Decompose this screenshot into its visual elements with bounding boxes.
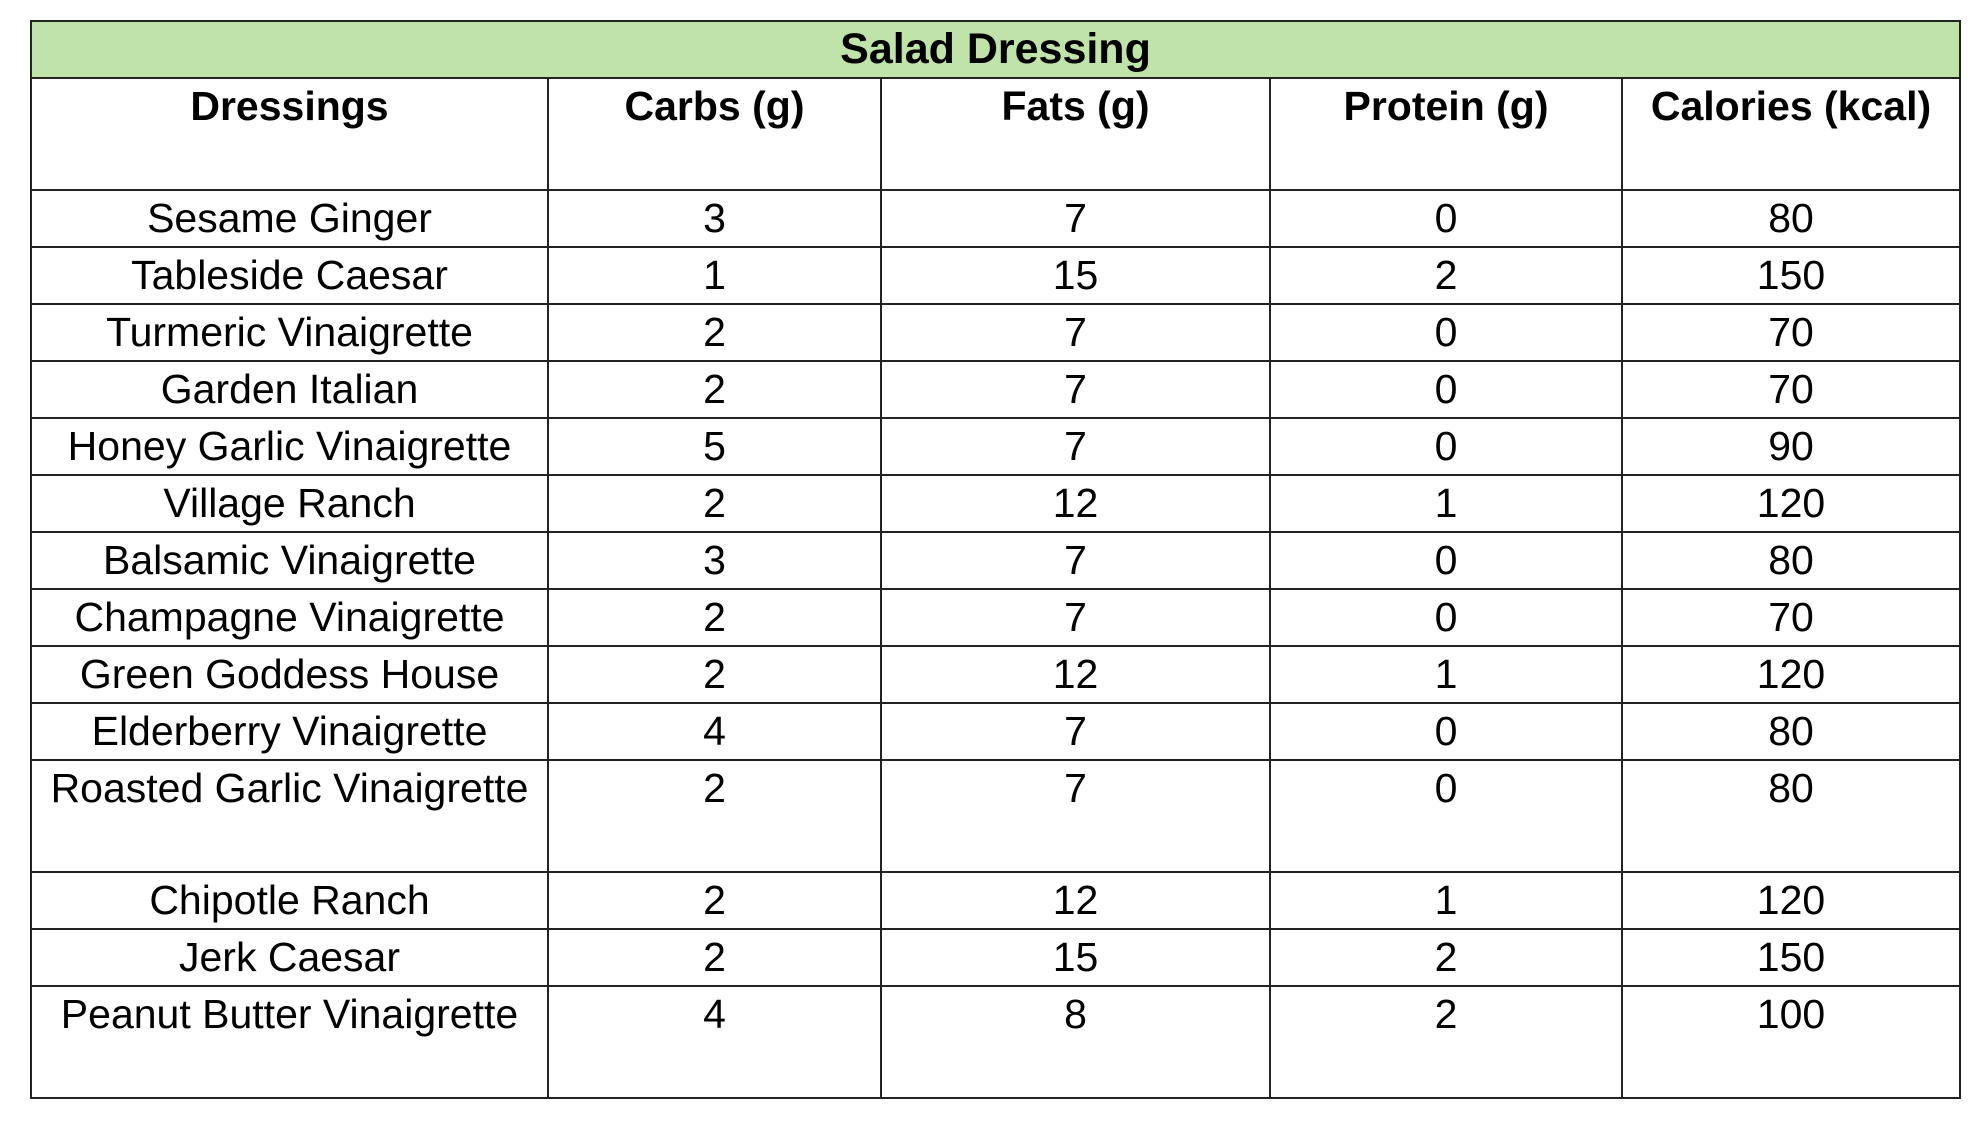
table-row [31, 532, 1960, 589]
salad-dressing-table-container [30, 20, 1959, 1099]
column-header-calories: Calories (kcal) [1622, 78, 1960, 190]
protein-cell: 0 [1270, 361, 1622, 418]
column-header-carbs: Carbs (g) [548, 78, 881, 190]
dressing-name-cell: Peanut Butter Vinaigrette [31, 986, 548, 1098]
fats-cell: 7 [881, 304, 1270, 361]
fats-cell: 7 [881, 760, 1270, 872]
fats-cell: 7 [881, 190, 1270, 247]
protein-cell: 0 [1270, 304, 1622, 361]
table-row [31, 589, 1960, 646]
dressing-name-cell: Village Ranch [31, 475, 548, 532]
dressing-name-cell: Chipotle Ranch [31, 872, 548, 929]
protein-cell: 0 [1270, 703, 1622, 760]
fats-cell: 12 [881, 872, 1270, 929]
dressing-name-cell: Champagne Vinaigrette [31, 589, 548, 646]
carbs-cell: 2 [548, 646, 881, 703]
fats-cell: 7 [881, 589, 1270, 646]
calories-cell: 100 [1622, 986, 1960, 1098]
carbs-cell: 1 [548, 247, 881, 304]
table-row [31, 646, 1960, 703]
dressing-name-cell: Elderberry Vinaigrette [31, 703, 548, 760]
fats-cell: 8 [881, 986, 1270, 1098]
calories-cell: 120 [1622, 646, 1960, 703]
header-row [31, 78, 1960, 190]
protein-cell: 0 [1270, 589, 1622, 646]
carbs-cell: 4 [548, 703, 881, 760]
dressing-name-cell: Jerk Caesar [31, 929, 548, 986]
fats-cell: 7 [881, 532, 1270, 589]
table-row [31, 929, 1960, 986]
calories-cell: 70 [1622, 589, 1960, 646]
table-row [31, 361, 1960, 418]
protein-cell: 1 [1270, 475, 1622, 532]
table-row [31, 703, 1960, 760]
dressing-name-cell: Balsamic Vinaigrette [31, 532, 548, 589]
calories-cell: 80 [1622, 703, 1960, 760]
carbs-cell: 2 [548, 929, 881, 986]
protein-cell: 2 [1270, 247, 1622, 304]
protein-cell: 1 [1270, 646, 1622, 703]
title-row [31, 21, 1960, 78]
dressing-name-cell: Tableside Caesar [31, 247, 548, 304]
table-title: Salad Dressing [31, 21, 1960, 78]
carbs-cell: 3 [548, 190, 881, 247]
salad-dressing-table [30, 20, 1961, 1099]
calories-cell: 150 [1622, 929, 1960, 986]
calories-cell: 80 [1622, 760, 1960, 872]
table-row [31, 304, 1960, 361]
calories-cell: 80 [1622, 190, 1960, 247]
calories-cell: 70 [1622, 361, 1960, 418]
table-row [31, 475, 1960, 532]
carbs-cell: 2 [548, 304, 881, 361]
table-row [31, 986, 1960, 1098]
fats-cell: 12 [881, 646, 1270, 703]
dressing-name-cell: Roasted Garlic Vinaigrette [31, 760, 548, 872]
fats-cell: 15 [881, 247, 1270, 304]
calories-cell: 90 [1622, 418, 1960, 475]
protein-cell: 0 [1270, 190, 1622, 247]
fats-cell: 7 [881, 703, 1270, 760]
dressing-name-cell: Garden Italian [31, 361, 548, 418]
carbs-cell: 2 [548, 872, 881, 929]
table-row [31, 760, 1960, 872]
table-row [31, 190, 1960, 247]
carbs-cell: 5 [548, 418, 881, 475]
calories-cell: 80 [1622, 532, 1960, 589]
carbs-cell: 2 [548, 760, 881, 872]
column-header-dressings: Dressings [31, 78, 548, 190]
calories-cell: 120 [1622, 475, 1960, 532]
protein-cell: 0 [1270, 418, 1622, 475]
protein-cell: 0 [1270, 760, 1622, 872]
protein-cell: 2 [1270, 929, 1622, 986]
column-header-protein: Protein (g) [1270, 78, 1622, 190]
dressing-name-cell: Green Goddess House [31, 646, 548, 703]
protein-cell: 1 [1270, 872, 1622, 929]
carbs-cell: 2 [548, 589, 881, 646]
column-header-fats: Fats (g) [881, 78, 1270, 190]
table-row [31, 418, 1960, 475]
protein-cell: 0 [1270, 532, 1622, 589]
carbs-cell: 2 [548, 361, 881, 418]
fats-cell: 7 [881, 361, 1270, 418]
calories-cell: 120 [1622, 872, 1960, 929]
dressing-name-cell: Turmeric Vinaigrette [31, 304, 548, 361]
fats-cell: 12 [881, 475, 1270, 532]
dressing-name-cell: Honey Garlic Vinaigrette [31, 418, 548, 475]
calories-cell: 70 [1622, 304, 1960, 361]
calories-cell: 150 [1622, 247, 1960, 304]
carbs-cell: 3 [548, 532, 881, 589]
fats-cell: 7 [881, 418, 1270, 475]
table-row [31, 872, 1960, 929]
protein-cell: 2 [1270, 986, 1622, 1098]
table-row [31, 247, 1960, 304]
dressing-name-cell: Sesame Ginger [31, 190, 548, 247]
fats-cell: 15 [881, 929, 1270, 986]
carbs-cell: 2 [548, 475, 881, 532]
carbs-cell: 4 [548, 986, 881, 1098]
